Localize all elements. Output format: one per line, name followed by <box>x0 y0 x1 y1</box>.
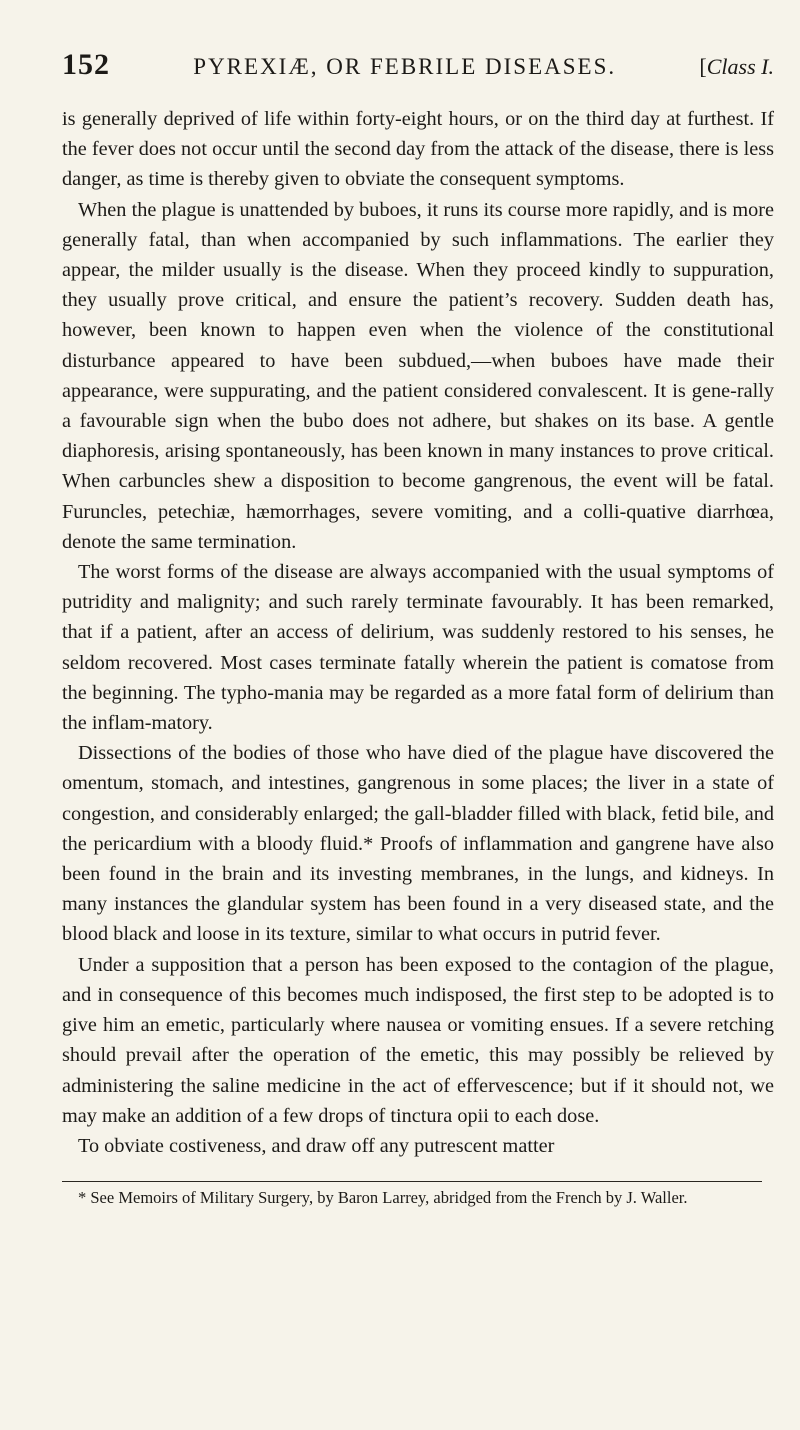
page-header <box>62 48 774 92</box>
paragraph: Under a supposition that a person has been exposed to the contagion of the plague, and in consequence of this becomes much indisposed, the first step to be adopted is to give him an emetic, particularly where nausea or vomiting ensues. If a severe retching should prevail after the operation of the emetic, this may possibly be relieved by administering the saline medicine in the act of effervescence; but if it should not, we may make an addition of a few drops of tinctura opii to each dose. <box>62 953 774 1127</box>
book-page <box>62 48 774 1207</box>
paragraph: When the plague is unattended by buboes, it runs its course more rapidly, and is more generally fatal, than when accompanied by such inflammations. The earlier they appear, the milder usually is the disease. When they proceed kindly to suppuration, they usually prove critical, and ensure the patient’s recovery. Sudden death has, however, been known to happen even when the violence of the constitutional disturbance appeared to have been subdued,—when buboes have made their appearance, were suppurating, and the patient considered convalescent. It is gene-rally a favourable sign when the bubo does not adhere, but shakes on its base. A gentle diaphoresis, arising spontaneously, has been known in many instances to prove critical. When carbuncles shew a disposition to become gangrenous, the event will be fatal. Furuncles, petechiæ, hæmorrhages, severe vomiting, and a colli-quative diarrhœa, denote the same termination. <box>62 198 774 553</box>
class-label: Class I. <box>706 54 774 79</box>
paragraph: The worst forms of the disease are always accompanied with the usual symptoms of putridity and malignity; and such rarely terminate favourably. It has been remarked, that if a patient, after an access of delirium, was suddenly restored to his senses, he seldom recovered. Most cases terminate fatally wherein the patient is comatose from the beginning. The typho-mania may be regarded as a more fatal form of delirium than the inflam-matory. <box>62 561 774 735</box>
class-bracket: [ <box>699 54 707 79</box>
class-marker <box>699 54 774 80</box>
running-title: PYREXIÆ, OR FEBRILE DISEASES. <box>193 54 617 79</box>
paragraph: Dissections of the bodies of those who have died of the plague have discovered the omentum, stomach, and intestines, gangrenous in some places; the liver in a state of congestion, and considerably enlarged; the gall-bladder filled with black, fetid bile, and the pericardium with a bloody fluid.* Proofs of inflammation and gangrene have also been found in the brain and its investing membranes, in the lungs, and kidneys. In many instances the glandular system has been found in a very diseased state, and the blood black and loose in its texture, similar to what occurs in putrid fever. <box>62 742 774 946</box>
footnote-divider <box>62 1181 762 1182</box>
paragraph: is generally deprived of life within forty-eight hours, or on the third day at furthest. If the fever does not occur until the second day from the attack of the disease, there is less danger, as time is thereby given to obviate the consequent symptoms. <box>62 108 774 191</box>
footnote <box>62 1188 774 1207</box>
footnote-text: * See Memoirs of Military Surgery, by Baron Larrey, abridged from the French by J. Waller. <box>78 1188 688 1208</box>
body-text <box>62 104 774 1161</box>
page-number: 152 <box>62 48 110 81</box>
paragraph: To obviate costiveness, and draw off any putrescent matter <box>78 1134 555 1157</box>
